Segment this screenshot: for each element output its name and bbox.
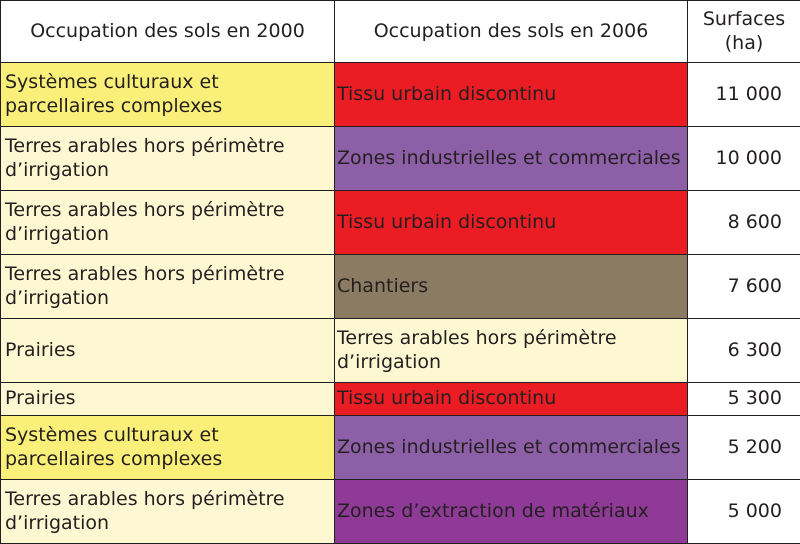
- cell-land-use-2006: Zones industrielles et commerciales: [335, 416, 688, 480]
- table-row: [1, 127, 800, 191]
- cell-land-use-2006: Zones industrielles et commerciales: [335, 127, 688, 191]
- table-row: [1, 416, 800, 480]
- cell-land-use-2006: Terres arables hors périmètre d’irrigation: [335, 319, 688, 383]
- cell-land-use-2006: Zones d’extraction de matériaux: [335, 480, 688, 544]
- cell-land-use-2000: Prairies: [1, 383, 335, 416]
- cell-surface: 8 600: [688, 191, 800, 255]
- cell-surface: 5 300: [688, 383, 800, 416]
- cell-land-use-2000: Systèmes culturaux et parcellaires complexes: [1, 63, 335, 127]
- cell-surface: 11 000: [688, 63, 800, 127]
- header-land-use-2006: Occupation des sols en 2006: [335, 1, 688, 63]
- cell-land-use-2000: Terres arables hors périmètre d’irrigation: [1, 191, 335, 255]
- cell-land-use-2006: Tissu urbain discontinu: [335, 383, 688, 416]
- cell-land-use-2000: Terres arables hors périmètre d’irrigation: [1, 127, 335, 191]
- cell-surface: 5 000: [688, 480, 800, 544]
- header-land-use-2000: Occupation des sols en 2000: [1, 1, 335, 63]
- table-row: [1, 480, 800, 544]
- cell-surface: 6 300: [688, 319, 800, 383]
- header-surfaces: Surfaces (ha): [688, 1, 800, 63]
- cell-surface: 10 000: [688, 127, 800, 191]
- cell-land-use-2000: Terres arables hors périmètre d’irrigation: [1, 255, 335, 319]
- header-row: [1, 1, 800, 63]
- table-row: [1, 319, 800, 383]
- cell-land-use-2006: Tissu urbain discontinu: [335, 63, 688, 127]
- cell-land-use-2006: Tissu urbain discontinu: [335, 191, 688, 255]
- cell-land-use-2006: Chantiers: [335, 255, 688, 319]
- table-row: [1, 63, 800, 127]
- table-row: [1, 255, 800, 319]
- cell-surface: 5 200: [688, 416, 800, 480]
- cell-land-use-2000: Systèmes culturaux et parcellaires complexes: [1, 416, 335, 480]
- cell-land-use-2000: Terres arables hors périmètre d’irrigation: [1, 480, 335, 544]
- table-row: [1, 191, 800, 255]
- cell-land-use-2000: Prairies: [1, 319, 335, 383]
- table-row: [1, 383, 800, 416]
- cell-surface: 7 600: [688, 255, 800, 319]
